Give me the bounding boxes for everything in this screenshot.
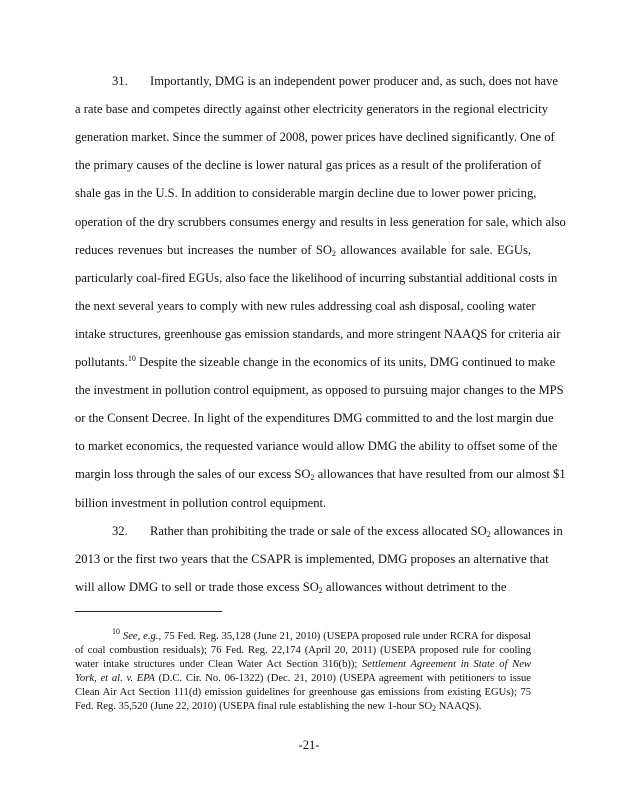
text-line [75,185,537,201]
page-number: -21- [298,738,320,752]
text-segment: shale gas in the U.S. In addition to considerable margin decline due to lower power pricing, [75,186,537,201]
text-segment: will allow DMG to sell or trade those excess SO [75,579,319,594]
footnote-line [75,700,531,713]
footnote-ref: 10 [127,354,136,363]
text-segment: the primary causes of the decline is lower natural gas prices as a result of the proliferation of [75,158,542,173]
footnote-separator [75,611,222,612]
text-segment: 2 [318,585,323,595]
text-segment: 2 [486,529,491,539]
text-line [75,354,556,370]
text-segment: allowances without detriment to the [322,579,507,594]
text-segment: a rate base and competes directly against other electricity generators in the regional electricity [75,102,549,117]
text-line [75,157,542,173]
text-segment: intake structures, greenhouse gas emission standards, and more stringent NAAQS for criteria air [75,326,561,341]
text-segment: pollutants. [75,355,128,369]
text-segment: operation of the dry scrubbers consumes energy and results in less generation for sale, which also [75,214,566,229]
text-line [112,73,559,89]
text-segment: Settlement Agreement in State of New [362,659,531,670]
footnote-ref: 10 [112,627,120,636]
text-line [75,551,549,567]
text-line [75,242,531,258]
text-line [75,270,558,286]
text-segment: 2 [332,248,337,258]
footnote-line [75,658,531,671]
text-segment: Clean Air Act Section 111(d) emission guidelines for greenhouse gas emissions from existing EGUs); 75 [75,687,531,698]
text-line [75,438,558,454]
text-segment: 2 [310,473,315,483]
text-line [75,466,566,483]
text-segment: water intake structures under Clean Water Act Section 316(b)); [75,659,362,670]
text-line [75,382,564,398]
text-segment: 2 [432,704,437,713]
text-line [75,101,549,117]
footnote-line [112,627,531,643]
text-segment: See, e.g., [122,631,162,642]
text-segment: generation market. Since the summer of 2008, power prices have declined significantly. One of [75,130,555,145]
text-segment: Importantly, DMG is an independent power producer and, as such, does not have [150,74,559,88]
text-line [75,214,566,230]
text-segment: NAAQS). [436,701,482,712]
text-segment: the next several years to comply with new rules addressing coal ash disposal, cooling water [75,298,536,313]
text-segment: allowances in [490,523,563,538]
text-segment: to market economics, the requested variance would allow DMG the ability to offset some of the [75,439,558,454]
text-segment: (D.C. Cir. No. 06-1322) (Dec. 21, 2010) (USEPA agreement with petitioners to issue [154,673,531,684]
text-segment: 2013 or the first two years that the CSAPR is implemented, DMG proposes an alternative that [75,551,549,566]
text-segment: allowances that have resulted from our almost $1 [314,467,566,482]
text-segment: or the Consent Decree. In light of the expenditures DMG committed to and the lost margin due [75,411,554,426]
text-line [75,410,554,426]
paragraph-number: 32. [112,523,128,538]
text-line [75,298,536,314]
footnote-line [75,672,531,685]
text-segment: the investment in pollution control equipment, as opposed to pursuing major changes to the MPS [75,383,564,398]
paragraph-number: 31. [112,74,128,88]
text-line [75,129,555,145]
footnote-line [75,686,531,699]
text-segment: of coal combustion residuals); 76 Fed. Reg. 22,174 (April 20, 2011) (USEPA proposed rule for cooling [75,645,531,656]
text-line [75,579,531,595]
text-segment: 75 Fed. Reg. 35,128 (June 21, 2010) (USEPA proposed rule under RCRA for disposal [161,631,531,642]
text-segment: reduces revenues but increases the number of SO [75,242,333,257]
text-segment: Rather than prohibiting the trade or sale of the excess allocated SO [150,523,487,538]
text-segment: York, et al. v. EPA [75,673,155,684]
footnote-line [75,644,531,657]
text-segment: billion investment in pollution control equipment. [75,495,327,510]
text-segment: Despite the sizeable change in the economics of its units, DMG continued to make [135,355,556,369]
text-segment: margin loss through the sales of our excess SO [75,467,311,482]
text-line [75,326,561,342]
text-line [112,523,563,539]
text-segment: particularly coal-fired EGUs, also face the likelihood of incurring substantial additional costs in [75,270,558,285]
text-segment: allowances available for sale. EGUs, [336,242,531,257]
text-line [75,495,531,511]
text-segment: Fed. Reg. 35,520 (June 22, 2010) (USEPA final rule establishing the new 1-hour SO [75,701,433,712]
